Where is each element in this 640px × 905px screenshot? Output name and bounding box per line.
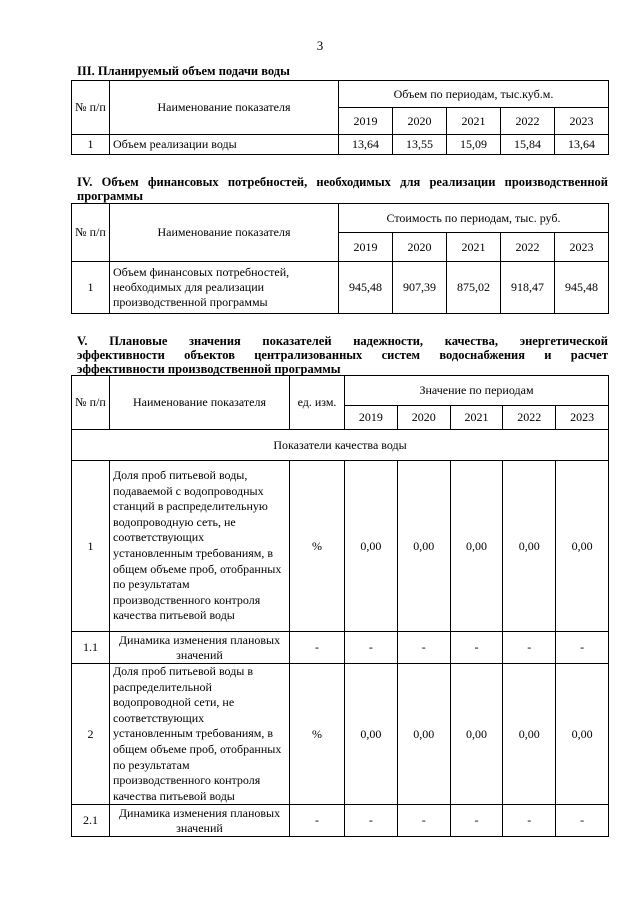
value-cell: 907,39: [393, 262, 447, 314]
table-row: [72, 632, 609, 664]
value-cell: 0,00: [503, 664, 556, 805]
col-unit-header: ед. изм.: [290, 376, 345, 430]
table-row: [72, 135, 609, 155]
row-num: 2: [72, 664, 110, 805]
row-num: 1: [72, 262, 110, 314]
year-cell: 2021: [447, 108, 501, 135]
value-cell: 945,48: [339, 262, 393, 314]
section-4-table: [71, 203, 609, 314]
table-row: [72, 805, 609, 837]
row-num: 1: [72, 135, 110, 155]
value-cell: 875,02: [447, 262, 501, 314]
section-3-table: [71, 80, 609, 155]
value-cell: -: [450, 632, 503, 664]
value-cell: -: [556, 805, 609, 837]
value-cell: 945,48: [555, 262, 609, 314]
row-unit: -: [290, 632, 345, 664]
table-row: [72, 664, 609, 805]
col-group-header: Стоимость по периодам, тыс. руб.: [339, 204, 609, 233]
value-cell: -: [397, 805, 450, 837]
row-name: Динамика изменения плановых значений: [110, 805, 290, 837]
year-cell: 2020: [393, 108, 447, 135]
section-5-heading-line2: эффективности объектов централизованных систем водоснабжения и расчет: [77, 348, 608, 362]
year-cell: 2019: [345, 406, 398, 430]
value-cell: -: [345, 805, 398, 837]
col-name-header: Наименование показателя: [110, 204, 339, 262]
row-num: 1.1: [72, 632, 110, 664]
col-group-header: Значение по периодам: [345, 376, 609, 406]
year-cell: 2022: [501, 108, 555, 135]
row-num: 2.1: [72, 805, 110, 837]
value-cell: 0,00: [450, 664, 503, 805]
value-cell: -: [556, 632, 609, 664]
value-cell: 0,00: [397, 461, 450, 632]
row-name: Объем финансовых потребностей, необходимых для реализации производственной программы: [110, 262, 339, 314]
subsection-row: [72, 430, 609, 461]
value-cell: 15,84: [501, 135, 555, 155]
value-cell: -: [450, 805, 503, 837]
year-cell: 2020: [397, 406, 450, 430]
col-name-header: Наименование показателя: [110, 81, 339, 135]
value-cell: 918,47: [501, 262, 555, 314]
year-cell: 2019: [339, 108, 393, 135]
table-header-row: [72, 81, 609, 108]
subsection-title: Показатели качества воды: [72, 430, 609, 461]
row-unit: %: [290, 461, 345, 632]
col-num-header: № п/п: [72, 81, 110, 135]
section-5-heading-line3: эффективности производственной программы: [77, 362, 341, 376]
section-5-table: [71, 375, 609, 837]
col-name-header: Наименование показателя: [110, 376, 290, 430]
section-3-heading: III. Планируемый объем подачи воды: [77, 64, 290, 78]
table-row: [72, 461, 609, 632]
year-cell: 2021: [447, 233, 501, 262]
page-number: 3: [316, 38, 324, 53]
row-unit: %: [290, 664, 345, 805]
value-cell: 0,00: [503, 461, 556, 632]
year-cell: 2023: [555, 108, 609, 135]
value-cell: -: [503, 632, 556, 664]
value-cell: 0,00: [450, 461, 503, 632]
row-name: Объем реализации воды: [110, 135, 339, 155]
table-header-row: [72, 204, 609, 233]
row-name: Доля проб питьевой воды, подаваемой с водопроводных станций в распределительную водопроводную сеть, не соответствующих установленным требованиям, в общем объеме проб, отобранных по результатам производственного контроля качества питьевой воды: [110, 461, 290, 632]
year-cell: 2021: [450, 406, 503, 430]
value-cell: 13,64: [555, 135, 609, 155]
year-cell: 2022: [501, 233, 555, 262]
value-cell: 0,00: [397, 664, 450, 805]
year-cell: 2019: [339, 233, 393, 262]
year-cell: 2023: [555, 233, 609, 262]
row-num: 1: [72, 461, 110, 632]
row-unit: -: [290, 805, 345, 837]
table-row: [72, 262, 609, 314]
section-4-heading-line1: IV. Объем финансовых потребностей, необходимых для реализации производственной: [77, 175, 608, 189]
section-5-heading-line1: V. Плановые значения показателей надежности, качества, энергетической: [77, 334, 608, 348]
row-name: Динамика изменения плановых значений: [110, 632, 290, 664]
col-group-header: Объем по периодам, тыс.куб.м.: [339, 81, 609, 108]
value-cell: 0,00: [556, 664, 609, 805]
year-cell: 2020: [393, 233, 447, 262]
row-name: Доля проб питьевой воды в распределительной водопроводной сети, не соответствующих установленным требованиям, в общем объеме проб, отобранных по результатам производственного контроля качества питьевой воды: [110, 664, 290, 805]
section-4-heading-line2: программы: [77, 189, 144, 203]
table-header-row: [72, 376, 609, 406]
value-cell: -: [397, 632, 450, 664]
col-num-header: № п/п: [72, 376, 110, 430]
value-cell: 0,00: [345, 461, 398, 632]
value-cell: -: [345, 632, 398, 664]
year-cell: 2022: [503, 406, 556, 430]
value-cell: -: [503, 805, 556, 837]
value-cell: 13,64: [339, 135, 393, 155]
year-cell: 2023: [556, 406, 609, 430]
value-cell: 13,55: [393, 135, 447, 155]
col-num-header: № п/п: [72, 204, 110, 262]
value-cell: 0,00: [345, 664, 398, 805]
value-cell: 0,00: [556, 461, 609, 632]
value-cell: 15,09: [447, 135, 501, 155]
